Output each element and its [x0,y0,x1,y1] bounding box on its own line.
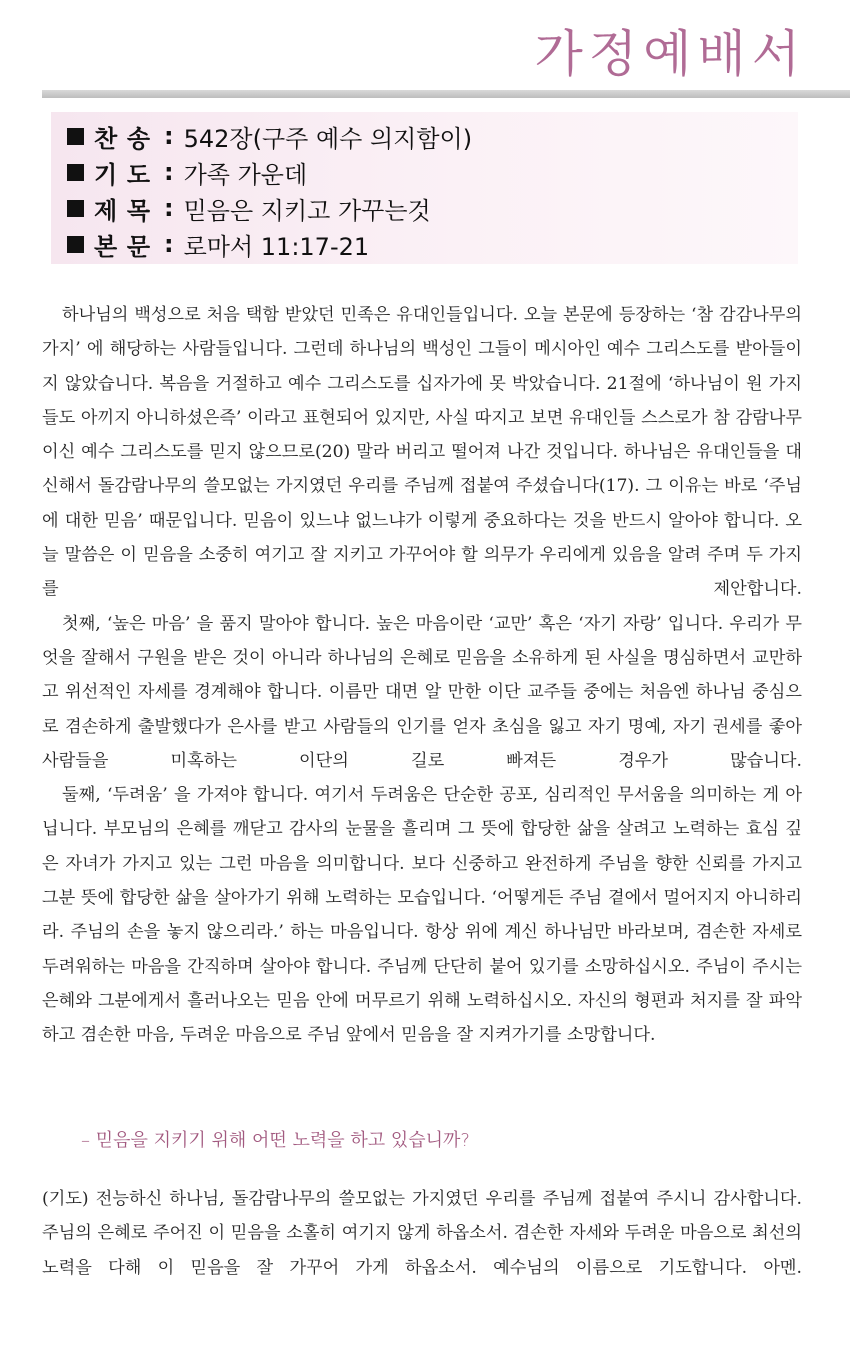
info-value: 가족 가운데 [183,160,308,189]
square-bullet-icon [67,236,84,253]
info-row-hymn: 찬 송 : 542장(구주 예수 의지함이) [67,118,472,154]
info-label: 기 도 [94,160,150,189]
title-divider [42,90,850,98]
info-label: 제 목 [94,196,150,225]
info-label: 찬 송 [94,124,150,153]
sermon-paragraph: 첫째, ‘높은 마음’ 을 품지 말아야 합니다. 높은 마음이란 ‘교만’ 혹은 ‘자기 자랑’ 입니다. 우리가 무엇을 잘해서 구원을 받은 것이 아니라 하나님의 은혜로 믿음을 소유하게 된 사실을 명심하면서 교만하고 위선적인 자세를 경계해야 합니다. 이름만 대면 알 만한 이단 교주들 중에는 처음엔 하나님 중심으로 겸손하게 출발했다가 은사를 받고 사람들의 인기를 얻자 초심을 잃고 자기 명예, 자기 권세를 좋아 사람들을 미혹하는 이단의 길로 빠져든 경우가 많습니다. [42,613,802,771]
info-row-subject: 제 목 : 믿음은 지키고 가꾸는것 [67,190,431,226]
square-bullet-icon [67,200,84,217]
info-row-prayer: 기 도 : 가족 가운데 [67,154,307,190]
reflection-question: – 믿음을 지키기 위해 어떤 노력을 하고 있습니까? [81,1130,470,1151]
info-row-scripture: 본 문 : 로마서 11:17-21 [67,226,369,262]
sermon-paragraph: 하나님의 백성으로 처음 택함 받았던 민족은 유대인들입니다. 오늘 본문에 등장하는 ‘참 감감나무의 가지’ 에 해당하는 사람들입니다. 그런데 하나님의 백성인 그들이 메시아인 예수 그리스도를 받아들이지 않았습니다. 복음을 거절하고 예수 그리스도를 십자가에 못 박았습니다. 21절에 ‘하나님이 원 가지들도 아끼지 아니하셨은즉’ 이라고 표현되어 있지만, 사실 따지고 보면 유대인들 스스로가 참 감람나무이신 예수 그리스도를 믿지 않으므로(20) 말라 버리고 떨어져 나간 것입니다. 하나님은 유대인들을 대신해서 돌감람나무의 쓸모없는 가지였던 우리를 주님께 접붙여 주셨습니다(17). 그 이유는 바로 ‘주님에 대한 믿음’ 때문입니다. 믿음이 있느냐 없느냐가 이렇게 중요하다는 것을 반드시 알아야 합니다. 오늘 말씀은 이 믿음을 소중히 여기고 잘 지키고 가꾸어야 할 의무가 우리에게 있음을 알려 주며 두 가지를 제안합니다. [42,305,802,600]
info-value: 믿음은 지키고 가꾸는것 [183,196,431,225]
sermon-body [42,298,802,1053]
info-value: 로마서 11:17-21 [183,232,370,261]
closing-prayer [42,1182,802,1285]
square-bullet-icon [67,128,84,145]
info-value: 542장(구주 예수 의지함이) [183,124,473,153]
worship-info-box [51,112,798,264]
sermon-paragraph: 둘째, ‘두려움’ 을 가져야 합니다. 여기서 두려움은 단순한 공포, 심리적인 무서움을 의미하는 게 아닙니다. 부모님의 은혜를 깨닫고 감사의 눈물을 흘리며 그 뜻에 합당한 삶을 살려고 노력하는 효심 깊은 자녀가 가지고 있는 그런 마음을 의미합니다. 보다 신중하고 완전하게 주님을 향한 신뢰를 가지고 그분 뜻에 합당한 삶을 살아가기 위해 노력하는 모습입니다. ‘어떻게든 주님 곁에서 멀어지지 아니하리라. 주님의 손을 놓지 않으리라.’ 하는 마음입니다. 항상 위에 계신 하나님만 바라보며, 겸손한 자세로 두려워하는 마음을 간직하며 살아야 합니다. 주님께 단단히 붙어 있기를 소망하십시오. 주님이 주시는 은혜와 그분에게서 흘러나오는 믿음 안에 머무르기 위해 노력하십시오. 자신의 형편과 처지를 잘 파악하고 겸손한 마음, 두려운 마음으로 주님 앞에서 믿음을 잘 지켜가기를 소망합니다. [42,785,802,1046]
page-title: 가정예배서 [534,25,806,83]
square-bullet-icon [67,164,84,181]
info-label: 본 문 [94,232,150,261]
prayer-text: (기도) 전능하신 하나님, 돌감람나무의 쓸모없는 가지였던 우리를 주님께 접붙여 주시니 감사합니다. 주님의 은혜로 주어진 이 믿음을 소홀히 여기지 않게 하옵소서. 겸손한 자세와 두려운 마음으로 최선의 노력을 다해 이 믿음을 잘 가꾸어 가게 하옵소서. 예수님의 이름으로 기도합니다. 아멘. [42,1189,802,1278]
